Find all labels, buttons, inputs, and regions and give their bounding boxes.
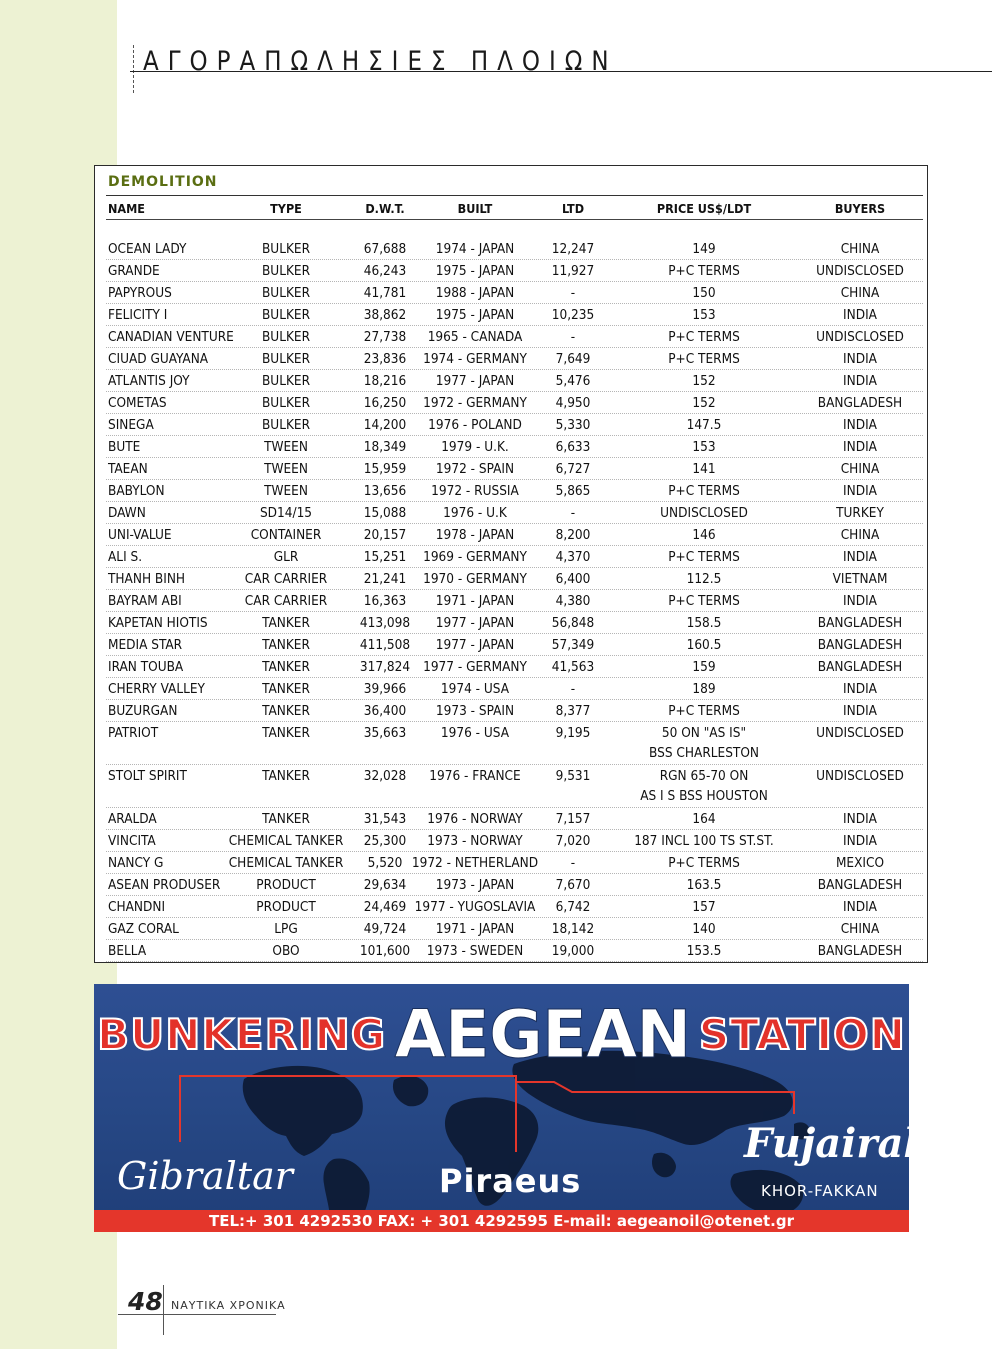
cell-price: 153	[692, 307, 716, 323]
cell-dwt: 29,634	[363, 877, 407, 893]
port-fujairah: Fujairah	[744, 1120, 933, 1167]
cell-type: TANKER	[262, 768, 310, 784]
column-header-rule	[106, 219, 923, 220]
table-row	[106, 656, 923, 678]
cell-name: VINCITA	[108, 833, 156, 849]
cell-built: 1975 - JAPAN	[435, 307, 515, 323]
table-row	[106, 260, 923, 282]
cell-name: CHERRY VALLEY	[108, 681, 205, 697]
cell-type: TANKER	[262, 703, 310, 719]
cell-price	[625, 768, 783, 804]
cell-buyers: BANGLADESH	[817, 615, 903, 631]
cell-built: 1972 - GERMANY	[423, 395, 527, 411]
table-body	[95, 238, 927, 962]
cell-built: 1973 - SWEDEN	[426, 943, 524, 959]
table-row	[106, 722, 923, 765]
cell-ltd: 12,247	[551, 241, 595, 257]
cell-price: 152	[692, 373, 716, 389]
cell-type: BULKER	[261, 241, 311, 257]
cell-built: 1974 - USA	[440, 681, 510, 697]
cell-name: BELLA	[108, 943, 147, 959]
cell-dwt: 41,781	[363, 285, 407, 301]
cell-built: 1988 - JAPAN	[435, 285, 515, 301]
cell-name: PAPYROUS	[108, 285, 172, 301]
ad-title-station: STATION	[698, 1010, 906, 1059]
cell-price: 149	[692, 241, 716, 257]
cell-built: 1973 - JAPAN	[435, 877, 515, 893]
cell-buyers: INDIA	[843, 703, 877, 719]
cell-ltd: 5,476	[555, 373, 591, 389]
cell-price: P+C TERMS	[668, 263, 740, 279]
cell-type: LPG	[274, 921, 298, 937]
cell-ltd: 5,865	[555, 483, 591, 499]
cell-dwt: 36,400	[363, 703, 407, 719]
cell-buyers: INDIA	[843, 351, 877, 367]
cell-buyers: TURKEY	[836, 505, 884, 521]
cell-name: KAPETAN HIOTIS	[108, 615, 208, 631]
cell-built: 1971 - JAPAN	[435, 593, 515, 609]
page-number: 48	[128, 1287, 163, 1316]
cell-built: 1975 - JAPAN	[435, 263, 515, 279]
cell-buyers: MEXICO	[835, 855, 885, 871]
cell-ltd: -	[570, 329, 576, 345]
ad-title	[94, 996, 909, 1073]
table-row	[106, 238, 923, 260]
cell-ltd: 56,848	[551, 615, 595, 631]
cell-name: PATRIOT	[108, 725, 159, 741]
cell-ltd: -	[570, 681, 576, 697]
col-header-price: PRICE US$/LDT	[656, 201, 752, 216]
cell-name: MEDIA STAR	[108, 637, 183, 653]
cell-name: GAZ CORAL	[108, 921, 179, 937]
cell-buyers: INDIA	[843, 833, 877, 849]
cell-type: CHEMICAL TANKER	[228, 855, 344, 871]
port-khor-fakkan: KHOR-FAKKAN	[761, 1182, 879, 1200]
port-gibraltar: Gibraltar	[117, 1154, 293, 1198]
cell-name: DAWN	[108, 505, 146, 521]
cell-name: OCEAN LADY	[108, 241, 187, 257]
cell-type: BULKER	[261, 417, 311, 433]
cell-type: BULKER	[261, 285, 311, 301]
cell-ltd: -	[570, 285, 576, 301]
cell-ltd: 8,377	[555, 703, 591, 719]
cell-built: 1972 - RUSSIA	[431, 483, 519, 499]
table-row	[106, 502, 923, 524]
cell-price: P+C TERMS	[668, 483, 740, 499]
cell-price: 164	[692, 811, 716, 827]
cell-dwt: 317,824	[359, 659, 411, 675]
cell-dwt: 16,250	[363, 395, 407, 411]
cell-built: 1977 - JAPAN	[435, 637, 515, 653]
cell-name: NANCY G	[108, 855, 164, 871]
table-row	[106, 765, 923, 808]
cell-name: ARALDA	[108, 811, 157, 827]
col-header-ltd: LTD	[561, 201, 585, 216]
cell-buyers: CHINA	[840, 527, 880, 543]
cell-built: 1977 - GERMANY	[423, 659, 527, 675]
ad-title-bunkering: BUNKERING	[97, 1010, 387, 1059]
contact-bar: TEL:+ 301 4292530 FAX: + 301 4292595 E-mail: aegeanoil@otenet.gr	[94, 1210, 909, 1232]
cell-type: TANKER	[262, 725, 310, 741]
cell-type: TANKER	[262, 637, 310, 653]
cell-price: P+C TERMS	[668, 855, 740, 871]
cell-name: IRAN TOUBA	[108, 659, 184, 675]
cell-type: TANKER	[262, 659, 310, 675]
table-row	[106, 282, 923, 304]
cell-ltd: 8,200	[555, 527, 591, 543]
cell-ltd: 19,000	[551, 943, 595, 959]
cell-dwt: 411,508	[359, 637, 411, 653]
cell-built: 1977 - YUGOSLAVIA	[414, 899, 536, 915]
cell-dwt: 18,349	[363, 439, 407, 455]
cell-price: 159	[692, 659, 716, 675]
cell-dwt: 16,363	[363, 593, 407, 609]
cell-price: P+C TERMS	[668, 329, 740, 345]
cell-price: 158.5	[686, 615, 722, 631]
table-column-headers	[95, 201, 927, 219]
cell-buyers: BANGLADESH	[817, 395, 903, 411]
demolition-table	[94, 165, 928, 963]
cell-buyers: CHINA	[840, 241, 880, 257]
table-row	[106, 918, 923, 940]
table-row	[106, 808, 923, 830]
cell-price: 153.5	[686, 943, 722, 959]
col-header-dwt: D.W.T.	[365, 201, 405, 216]
cell-buyers: INDIA	[843, 483, 877, 499]
page-section-title: ΑΓΟΡΑΠΩΛΗΣΙΕΣ ΠΛΟΙΩΝ	[143, 47, 618, 77]
table-row	[106, 590, 923, 612]
cell-name: BABYLON	[108, 483, 165, 499]
cell-buyers: INDIA	[843, 439, 877, 455]
cell-price-line2: AS I S BSS HOUSTON	[640, 788, 768, 804]
table-row	[106, 852, 923, 874]
cell-dwt: 24,469	[363, 899, 407, 915]
cell-buyers: UNDISCLOSED	[816, 329, 904, 345]
cell-buyers: BANGLADESH	[817, 637, 903, 653]
cell-buyers: INDIA	[843, 373, 877, 389]
cell-ltd: 9,531	[555, 768, 591, 784]
cell-price: 147.5	[686, 417, 722, 433]
cell-type: PRODUCT	[256, 899, 316, 915]
cell-type: BULKER	[261, 395, 311, 411]
heading-rule	[106, 195, 923, 196]
cell-built: 1977 - JAPAN	[435, 615, 515, 631]
cell-buyers: CHINA	[840, 461, 880, 477]
cell-buyers: UNDISCLOSED	[816, 263, 904, 279]
bunkering-advertisement	[94, 984, 933, 1232]
cell-price: 189	[692, 681, 716, 697]
cell-buyers: CHINA	[840, 285, 880, 301]
cell-built: 1976 - NORWAY	[427, 811, 523, 827]
table-row	[106, 304, 923, 326]
table-row	[106, 940, 923, 962]
cell-dwt: 15,251	[363, 549, 407, 565]
cell-built: 1971 - JAPAN	[435, 921, 515, 937]
table-row	[106, 348, 923, 370]
cell-buyers: INDIA	[843, 899, 877, 915]
cell-type: BULKER	[261, 307, 311, 323]
cell-ltd: 7,670	[555, 877, 591, 893]
cell-name: STOLT SPIRIT	[108, 768, 187, 784]
cell-buyers: INDIA	[843, 307, 877, 323]
cell-price: UNDISCLOSED	[660, 505, 748, 521]
cell-type: TWEEN	[264, 483, 308, 499]
cell-built: 1978 - JAPAN	[435, 527, 515, 543]
cell-ltd: 7,020	[555, 833, 591, 849]
table-row	[106, 414, 923, 436]
cell-built: 1974 - GERMANY	[423, 351, 527, 367]
cell-price: P+C TERMS	[668, 351, 740, 367]
cell-price: P+C TERMS	[668, 703, 740, 719]
cell-buyers: BANGLADESH	[817, 659, 903, 675]
cell-type: PRODUCT	[256, 877, 316, 893]
cell-dwt: 27,738	[363, 329, 407, 345]
cell-price: 150	[692, 285, 716, 301]
cell-built: 1973 - NORWAY	[427, 833, 523, 849]
table-row	[106, 370, 923, 392]
cell-type: CONTAINER	[250, 527, 322, 543]
cell-name: COMETAS	[108, 395, 167, 411]
cell-price: 146	[692, 527, 716, 543]
cell-name: FELICITY I	[108, 307, 168, 323]
cell-ltd: 6,633	[555, 439, 591, 455]
cell-dwt: 101,600	[359, 943, 411, 959]
cell-type: BULKER	[261, 373, 311, 389]
cell-buyers: BANGLADESH	[817, 877, 903, 893]
col-header-built: BUILT	[457, 201, 493, 216]
cell-price: 163.5	[686, 877, 722, 893]
port-piraeus: Piraeus	[439, 1162, 582, 1200]
cell-price: 141	[692, 461, 716, 477]
table-row	[106, 392, 923, 414]
cell-ltd: 6,742	[555, 899, 591, 915]
cell-ltd: 9,195	[555, 725, 591, 741]
cell-price: 152	[692, 395, 716, 411]
cell-buyers: UNDISCLOSED	[816, 768, 904, 784]
cell-buyers: INDIA	[843, 681, 877, 697]
cell-dwt: 39,966	[363, 681, 407, 697]
cell-built: 1972 - NETHERLAND	[411, 855, 539, 871]
cell-price: 187 INCL 100 TS ST.ST.	[634, 833, 774, 849]
table-row	[106, 700, 923, 722]
cell-dwt: 32,028	[363, 768, 407, 784]
cell-type: SD14/15	[259, 505, 313, 521]
cell-type: CAR CARRIER	[244, 571, 328, 587]
cell-dwt: 13,656	[363, 483, 407, 499]
cell-type: OBO	[272, 943, 300, 959]
cell-type: BULKER	[261, 263, 311, 279]
col-header-type: TYPE	[270, 201, 302, 216]
footer-tick	[163, 1285, 164, 1335]
cell-ltd: -	[570, 855, 576, 871]
ad-title-aegean: AEGEAN	[394, 996, 691, 1073]
cell-dwt: 15,959	[363, 461, 407, 477]
cell-price: P+C TERMS	[668, 549, 740, 565]
cell-name: ASEAN PRODUSER	[108, 877, 221, 893]
table-row	[106, 480, 923, 502]
cell-buyers: UNDISCLOSED	[816, 725, 904, 741]
cell-ltd: 4,370	[555, 549, 591, 565]
cell-ltd: 11,927	[551, 263, 595, 279]
cell-built: 1976 - FRANCE	[429, 768, 521, 784]
col-header-name: NAME	[108, 201, 145, 216]
cell-buyers: INDIA	[843, 811, 877, 827]
cell-name: CHANDNI	[108, 899, 166, 915]
cell-built: 1965 - CANADA	[427, 329, 523, 345]
demolition-heading: DEMOLITION	[108, 174, 218, 190]
cell-built: 1976 - POLAND	[428, 417, 522, 433]
table-row	[106, 830, 923, 852]
cell-price: 140	[692, 921, 716, 937]
cell-name: TAEAN	[108, 461, 148, 477]
col-header-buyers: BUYERS	[834, 201, 886, 216]
cell-buyers: INDIA	[843, 549, 877, 565]
cell-built: 1976 - U.K	[443, 505, 507, 521]
cell-built: 1977 - JAPAN	[435, 373, 515, 389]
table-row	[106, 524, 923, 546]
cell-ltd: 7,157	[555, 811, 591, 827]
cell-built: 1973 - SPAIN	[435, 703, 515, 719]
table-row	[106, 326, 923, 348]
cell-dwt: 14,200	[363, 417, 407, 433]
cell-dwt: 38,862	[363, 307, 407, 323]
cell-ltd: 5,330	[555, 417, 591, 433]
cell-buyers: INDIA	[843, 417, 877, 433]
cell-dwt: 413,098	[359, 615, 411, 631]
cell-built: 1969 - GERMANY	[423, 549, 527, 565]
header-rule	[130, 71, 992, 72]
cell-built: 1970 - GERMANY	[423, 571, 527, 587]
footer-rule	[118, 1314, 276, 1315]
cell-price: 157	[692, 899, 716, 915]
cell-price	[625, 725, 783, 761]
cell-buyers: BANGLADESH	[817, 943, 903, 959]
cell-price: 153	[692, 439, 716, 455]
cell-type: GLR	[273, 549, 299, 565]
header-tick	[133, 45, 134, 93]
cell-name: CANADIAN VENTURE	[108, 329, 234, 345]
cell-type: CAR CARRIER	[244, 593, 328, 609]
cell-type: BULKER	[261, 351, 311, 367]
cell-type: CHEMICAL TANKER	[228, 833, 344, 849]
publication-name: ΝΑΥΤΙΚΑ ΧΡΟΝΙΚΑ	[171, 1299, 286, 1312]
cell-price: 112.5	[686, 571, 722, 587]
cell-name: ALI S.	[108, 549, 143, 565]
cell-type: BULKER	[261, 329, 311, 345]
table-row	[106, 568, 923, 590]
cell-dwt: 67,688	[363, 241, 407, 257]
cell-name: CIUAD GUAYANA	[108, 351, 209, 367]
cell-ltd: 6,400	[555, 571, 591, 587]
cell-name: BUZURGAN	[108, 703, 178, 719]
cell-dwt: 23,836	[363, 351, 407, 367]
table-row	[106, 546, 923, 568]
cell-ltd: -	[570, 505, 576, 521]
table-row	[106, 874, 923, 896]
cell-type: TANKER	[262, 811, 310, 827]
cell-dwt: 21,241	[363, 571, 407, 587]
cell-built: 1979 - U.K.	[441, 439, 509, 455]
cell-built: 1974 - JAPAN	[435, 241, 515, 257]
cell-ltd: 6,727	[555, 461, 591, 477]
cell-ltd: 10,235	[551, 307, 595, 323]
cell-price: 160.5	[686, 637, 722, 653]
cell-dwt: 31,543	[363, 811, 407, 827]
cell-buyers: CHINA	[840, 921, 880, 937]
cell-buyers: VIETNAM	[832, 571, 888, 587]
table-row	[106, 896, 923, 918]
cell-name: BUTE	[108, 439, 141, 455]
cell-name: GRANDE	[108, 263, 160, 279]
cell-price: P+C TERMS	[668, 593, 740, 609]
cell-type: TANKER	[262, 681, 310, 697]
cell-ltd: 4,380	[555, 593, 591, 609]
cell-dwt: 25,300	[363, 833, 407, 849]
table-row	[106, 634, 923, 656]
cell-ltd: 4,950	[555, 395, 591, 411]
table-row	[106, 458, 923, 480]
cell-dwt: 5,520	[367, 855, 403, 871]
cell-type: TWEEN	[264, 439, 308, 455]
cell-dwt: 49,724	[363, 921, 407, 937]
cell-name: UNI-VALUE	[108, 527, 172, 543]
cell-price-line2: BSS CHARLESTON	[649, 745, 759, 761]
cell-dwt: 18,216	[363, 373, 407, 389]
cell-built: 1972 - SPAIN	[435, 461, 515, 477]
cell-dwt: 15,088	[363, 505, 407, 521]
cell-buyers: INDIA	[843, 593, 877, 609]
cell-name: THANH BINH	[108, 571, 186, 587]
table-row	[106, 612, 923, 634]
cell-ltd: 7,649	[555, 351, 591, 367]
cell-name: BAYRAM ABI	[108, 593, 182, 609]
cell-ltd: 18,142	[551, 921, 595, 937]
cell-price-line1: RGN 65-70 ON	[659, 768, 749, 784]
table-row	[106, 436, 923, 458]
cell-dwt: 35,663	[363, 725, 407, 741]
cell-ltd: 57,349	[551, 637, 595, 653]
cell-type: TANKER	[262, 615, 310, 631]
table-row	[106, 678, 923, 700]
cell-ltd: 41,563	[551, 659, 595, 675]
cell-dwt: 46,243	[363, 263, 407, 279]
cell-name: ATLANTIS JOY	[108, 373, 190, 389]
cell-name: SINEGA	[108, 417, 154, 433]
cell-type: TWEEN	[264, 461, 308, 477]
cell-dwt: 20,157	[363, 527, 407, 543]
cell-price-line1: 50 ON "AS IS"	[661, 725, 747, 741]
cell-built: 1976 - USA	[440, 725, 510, 741]
